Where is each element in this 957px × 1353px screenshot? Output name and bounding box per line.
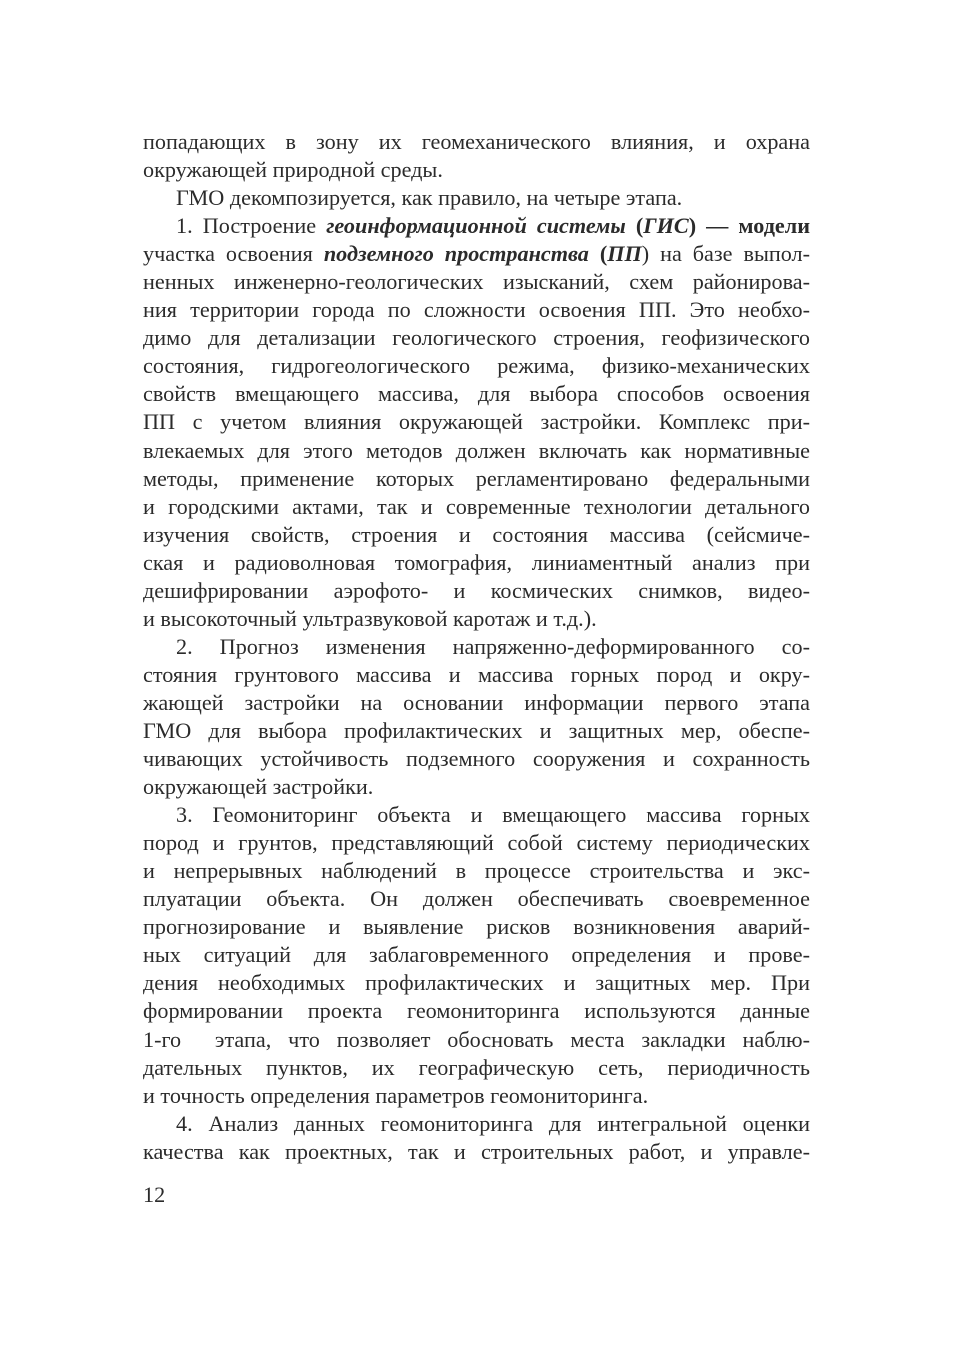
text-line: попадающих в зону их геомеханического влияния, и охрана [143,129,810,154]
text-line: формировании проекта геомониторинга используются данные [143,998,810,1024]
text-line: дательных пунктов, их географическую сеть, периодичность [143,1054,810,1080]
text-run: участка освоения [143,241,324,267]
text-line: стояния грунтового массива и массива горных пород и окру- [143,661,810,687]
page-number: 12 [143,1182,166,1207]
text-line: ных ситуаций для заблаговременного определения и прове- [143,942,810,968]
text-run: 1. Построение [176,213,327,239]
text-line: 4. Анализ данных геомониторинга для интегральной оценки [176,1110,810,1136]
abbr-gis: ГИС [643,213,689,239]
text-line: димо для детализации геологического строения, геофизического [143,325,810,351]
text-line: состояния, гидрогеологического режима, физико-механических [143,353,810,379]
paragraph-stage-1 [143,212,810,633]
text-line: плуатации объекта. Он должен обеспечивать своевременное [143,886,810,912]
term-gis: геоинформационной системы [326,213,626,239]
text-run: ) на базе выпол- [641,241,810,267]
text-line: и точность определения параметров геомониторинга. [143,1082,649,1108]
text-line: 3. Геомониторинг объекта и вмещающего массива горных [176,802,810,828]
text-line: свойств вмещающего массива, для выбора способов освоения [143,381,810,407]
paragraph-stage-2 [143,633,810,801]
text-line: жающей застройки на основании информации первого этапа [143,689,810,715]
paragraph-intro [143,184,810,212]
text-line: ГМО для выбора профилактических и защитных мер, обеспе- [143,717,810,743]
text-line: ненных инженерно-геологических изысканий, схем районирова- [143,269,810,295]
text-run: ) — модели [688,213,811,239]
text-line: методы, применение которых регламентировано федеральными [143,465,810,491]
text-line: изучения свойств, строения и состояния массива (сейсмиче- [143,521,810,547]
text-line: и высокоточный ультразвуковой каротаж и т.д.). [143,605,597,631]
text-line: влекаемых для этого методов должен включать как нормативные [143,437,810,463]
text-line: пород и грунтов, представляющий собой систему периодических [143,830,810,856]
text-run: ( [588,241,608,267]
text-line: дения необходимых профилактических и защитных мер. При [143,970,810,996]
text-line: 2. Прогноз изменения напряженно-деформированного со- [176,633,810,659]
text-line [143,212,810,240]
page-body [143,128,810,1166]
paragraph-continuation [143,128,810,184]
text-run: ( [625,213,644,239]
paragraph-stage-3 [143,801,810,1110]
paragraph-stage-4 [143,1110,810,1166]
text-line: ния территории города по сложности освоения ПП. Это необхо- [143,297,810,323]
text-line: 1-го этапа, что позволяет обосновать места закладки наблю- [143,1026,810,1052]
text-line: ПП с учетом влияния окружающей застройки. Комплекс при- [143,409,810,435]
abbr-pp: ПП [607,241,642,267]
term-underground-space: подземного пространства [323,241,589,267]
text-line: чивающих устойчивость подземного сооружения и сохранность [143,746,810,772]
text-line: и непрерывных наблюдений в процессе строительства и экс- [143,858,810,884]
text-line [143,240,810,268]
text-line: качества как проектных, так и строительных работ, и управле- [143,1138,810,1164]
text-line: ская и радиоволновая томография, линиаментный анализ при [143,549,810,575]
text-line: дешифрировании аэрофото- и космических снимков, видео- [143,577,810,603]
text-line: окружающей природной среды. [143,157,443,183]
text-line: окружающей застройки. [143,774,374,800]
text-line: и городскими актами, так и современные технологии детального [143,493,810,519]
text-line: прогнозирование и выявление рисков возникновения аварий- [143,914,810,940]
text-line: ГМО декомпозируется, как правило, на четыре этапа. [176,185,683,211]
